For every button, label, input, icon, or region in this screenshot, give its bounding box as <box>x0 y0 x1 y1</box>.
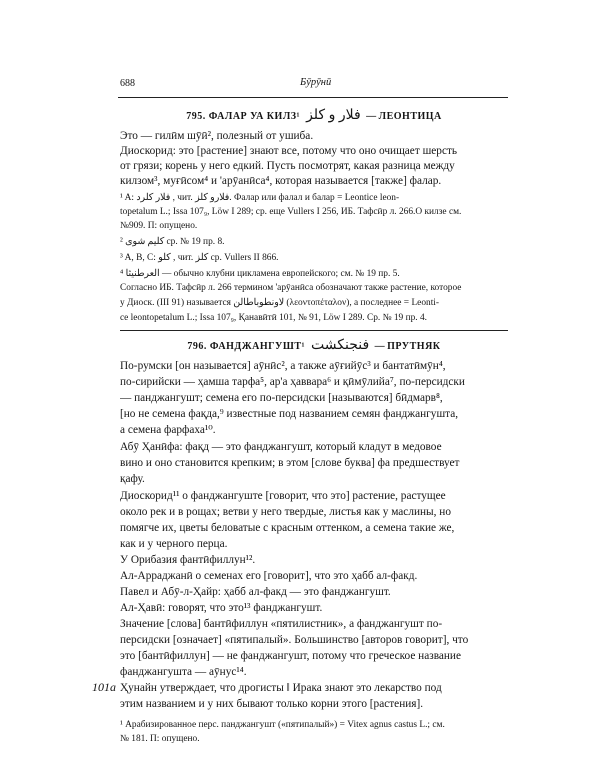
entry-795-footnote: ⁴ العرطنيثا — обычно клубни цикламена европейского; см. № 19 пр. 5. <box>120 269 400 279</box>
entry-796-heading-post: — ПРУТНЯК <box>374 341 441 352</box>
section-rule <box>120 330 508 331</box>
entry-795-line: килзом³, муғӣсом⁴ и 'арӯанӣса⁴, которая называется [также] фалар. <box>120 175 442 187</box>
entry-796-footnote: № 181. П: опущено. <box>120 734 200 744</box>
entry-795-line: от грязи; корень у него едкий. Пусть посмотрят, какая разница между <box>120 160 455 172</box>
entry-795-line: Это — гилӣм шӯӣ², полезный от ушиба. <box>120 130 314 142</box>
entry-795-heading <box>120 107 508 124</box>
entry-796-line: По-румски [он называется] аӯнӣс², а также аӯғийӯс³ и бантатӣмӯн⁴, <box>120 360 446 372</box>
entry-796-line: по-сирийски — ҳамша тарфа⁵, ар'а ҳаввара⁶ и қӣмӯлийа⁷, по-персидски <box>120 376 465 388</box>
running-title: Бӯрӯнӣ <box>300 77 332 88</box>
entry-796-line: Диоскорид¹¹ о фанджангуште [говорит, что это] растение, растущее <box>120 490 446 502</box>
page-number: 688 <box>120 78 135 89</box>
entry-796-line: это [бантӣфиллун] — не фанджангушт, потому что греческое название <box>120 650 461 662</box>
entry-796-footnote: ¹ Арабизированное перс. панджангушт («пятипалый») = Vitex agnus castus L.; см. <box>120 720 445 730</box>
entry-795-footnote: №909. П: опущено. <box>120 221 198 231</box>
entry-795-heading-arabic: فلار و كلز <box>306 108 361 123</box>
entry-796-line: около рек и в рощах; ветви у него твердые, листья как у маслины, но <box>120 506 451 518</box>
entry-796-line: помягче их, цветы беловатые с красным оттенком, а семена такие же, <box>120 522 455 534</box>
entry-796-line: а семена фарфаха¹⁰. <box>120 424 216 436</box>
entry-795-heading-pre: 795. ФАЛАР УА КИЛЗ¹ <box>186 111 301 122</box>
header-rule <box>118 97 508 98</box>
entry-796-line: вино и оно становится крепким; в этом [слове буква] фа предшествует <box>120 457 460 469</box>
entry-796-line: этим названием и у них бывают только корни этого [растения]. <box>120 698 424 710</box>
entry-796-heading <box>120 337 508 354</box>
entry-796-line: как и у черного перца. <box>120 538 228 550</box>
entry-795-line: Диоскорид: это [растение] знают все, потому что оно очищает шерсть <box>120 145 458 157</box>
entry-796-line: фанджангушта — аӯнус¹⁴. <box>120 666 247 678</box>
entry-796-heading-arabic: فنجنكشت <box>311 338 370 353</box>
entry-796-line: Ал-Ҳавӣ: говорят, что это¹³ фанджангушт. <box>120 602 323 614</box>
entry-795-footnote: ce leontopetalum L.; Issa 107₉, Қанавӣтӣ 101, № 91, Löw I 289. Ср. № 19 пр. 4. <box>120 313 427 323</box>
entry-795-footnote: topetalum L.; Issa 107₉, Löw I 289; ср. еще Vullers I 256, ИБ. Тафсӣр л. 266.О килзе см. <box>120 207 462 217</box>
entry-796-line: Ҳунайн утверждает, что дрогисты ‖ Ирака знают это лекарство под <box>120 682 442 694</box>
entry-796-heading-pre: 796. ФАНДЖАНГУШТ¹ <box>187 341 305 352</box>
entry-796-line: қафу. <box>120 473 145 485</box>
entry-796-line: персидски [означает] «пятипалый». Большинство [авторов говорит], что <box>120 634 469 646</box>
entry-795-footnote: ² كليم شوى ср. № 19 пр. 8. <box>120 237 225 247</box>
entry-795-footnote: Согласно ИБ. Тафсӣр л. 266 термином 'арӯанӣса обозначают также растение, которое <box>120 283 462 293</box>
entry-795-footnote: ³ A, B, C: كلو , чит. كلز ср. Vullers II 866. <box>120 253 279 263</box>
entry-796-line: — панджангушт; семена его по-персидски [называются] бӣдмарв⁸, <box>120 392 443 404</box>
margin-folio-note: 101a <box>92 680 116 694</box>
entry-795-footnote: у Диоск. (III 91) называется لاونطوباطالن (λεοντοπέταλον), а последнее = Leonti- <box>120 298 440 308</box>
entry-796-line: У Орибазия фантӣфиллун¹². <box>120 554 256 566</box>
entry-796-line: Абӯ Ҳанӣфа: фақд — это фанджангушт, который кладут в медовое <box>120 441 442 453</box>
entry-795-heading-post: — ЛЕОНТИЦА <box>366 111 442 122</box>
entry-796-line: Павел и Абӯ-л-Ҳайр: ҳабб ал-факд — это фанджангушт. <box>120 586 391 598</box>
entry-795-footnote: ¹ A: فلار كلرد , чит. فلارو كلز. Фалар или фалал и балар = Leontice leon- <box>120 193 400 203</box>
entry-796-line: Ал-Арраджанӣ о семенах его [говорит], что это ҳабб ал-факд. <box>120 570 418 582</box>
entry-796-line: [но не семена фақда,⁹ известные под названием семян фанджангушта, <box>120 408 459 420</box>
entry-796-line: Значение [слова] бантӣфиллун «пятилистник», а фанджангушт по- <box>120 618 443 630</box>
